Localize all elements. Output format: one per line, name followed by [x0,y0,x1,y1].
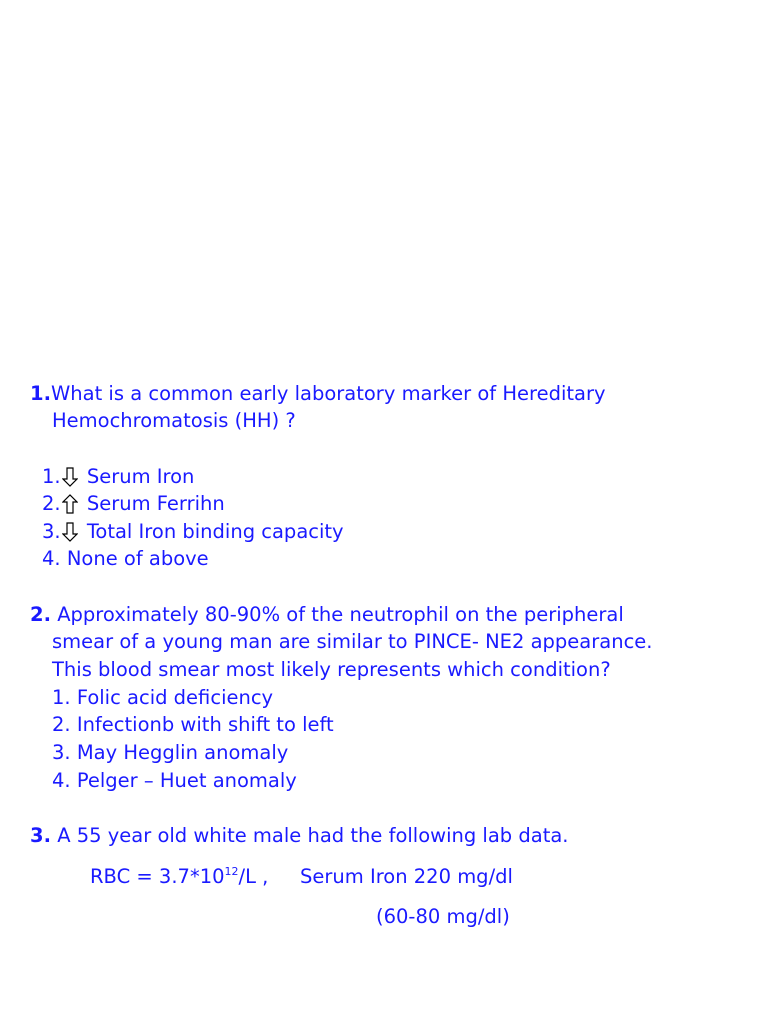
question-2-line2: smear of a young man are similar to PINCE- NE2 appearance. [52,630,653,653]
question-3-line1 [30,826,569,846]
q2-option-2-number: 2. [52,713,71,736]
question-2-line1 [30,605,624,625]
question-1-number: 1. [30,382,51,405]
q1-option-1 [42,467,194,487]
up-arrow-icon [62,494,80,514]
rbc-value [90,867,268,887]
question-2-number: 2. [30,603,51,626]
serum-iron-reference-range: (60-80 mg/dl) [376,905,510,928]
q2-option-1-number: 1. [52,686,71,709]
q1-option-4-number: 4. [42,547,61,570]
q2-option-1-text: Folic acid deficiency [76,686,274,709]
q1-option-2-text: Serum Ferrihn [86,492,225,515]
q1-option-3-text: Total Iron binding capacity [86,520,344,543]
q1-option-2-number: 2. [42,492,61,515]
question-2-text: Approximately 80-90% of the neutrophil on the peripheral [57,603,624,626]
q1-option-2 [42,494,225,514]
q1-option-1-number: 1. [42,465,61,488]
q2-option-2 [52,715,334,735]
question-3-number: 3. [30,824,51,847]
question-1-text: What is a common early laboratory marker of Hereditary [50,382,606,405]
q1-option-4 [42,549,209,569]
q1-option-1-text: Serum Iron [86,465,195,488]
question-1-line2: Hemochromatosis (HH) ? [52,409,296,432]
question-1-line1 [30,384,606,404]
q2-option-2-text: Infectionb with shift to left [76,713,334,736]
q2-option-3-number: 3. [52,741,71,764]
q2-option-4-number: 4. [52,769,71,792]
q2-option-1 [52,688,273,708]
q2-option-3 [52,743,288,763]
question-2-line3: This blood smear most likely represents which condition? [52,658,611,681]
q1-option-3 [42,522,344,542]
down-arrow-icon [62,522,80,542]
rbc-exponent: 12 [224,865,239,878]
rbc-suffix: /L , [238,865,269,888]
serum-iron-value: Serum Iron 220 mg/dl [300,865,513,888]
q2-option-3-text: May Hegglin anomaly [76,741,289,764]
down-arrow-icon [62,467,80,487]
q1-option-4-text: None of above [66,547,209,570]
q1-option-3-number: 3. [42,520,61,543]
rbc-prefix: RBC = 3.7*10 [90,865,225,888]
q2-option-4-text: Pelger – Huet anomaly [76,769,297,792]
q2-option-4 [52,771,297,791]
question-3-text: A 55 year old white male had the following lab data. [57,824,569,847]
